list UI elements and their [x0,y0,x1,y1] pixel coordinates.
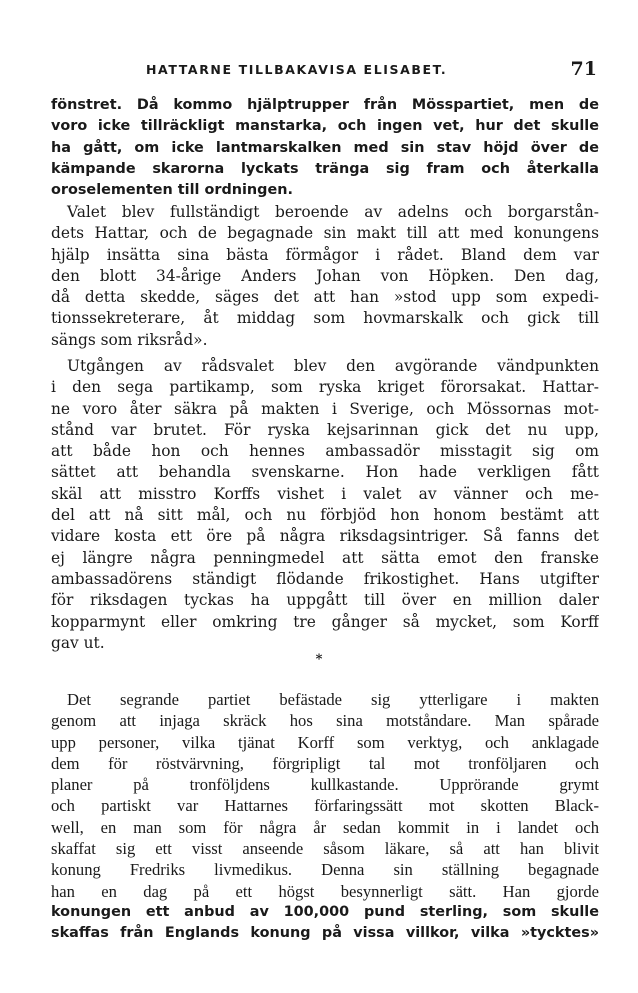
text-line: att både hon och hennes ambassadör misstagit sig om [51,442,599,461]
text-line: oroselementen till ordningen. [51,182,293,199]
text-line: kämpande skarorna lyckats tränga sig fram och återkalla [51,160,599,177]
text-line: skaffas från Englands konung på vissa villkor, vilka »tycktes» [51,925,599,942]
running-head [51,60,599,84]
paragraph-4 [51,689,599,945]
text-line: skaffat sig ett visst anseende såsom läkare, så att han blivit [51,839,599,859]
text-line: dem för röstvärvning, förgripligt tal mot tronföljaren och [51,753,599,773]
paragraph-3 [51,356,599,654]
text-line: ha gått, om icke lantmarskalken med sin stav höjd över de [51,139,599,156]
text-line: han en dag på ett högst besynnerligt sätt. Han gjorde [51,881,599,901]
paragraph-1 [51,95,599,201]
text-line: konung Fredriks livmedikus. Denna sin ställning begagnade [51,860,599,880]
text-line: skäl att misstro Korffs vishet i valet av vänner och me- [51,484,599,503]
text-line: fönstret. Då kommo hjälptrupper från Mösspartiet, men de [51,97,599,113]
text-line: och partiskt var Hattarnes förfaringssätt mot skotten Black- [51,796,599,816]
text-line: konungen ett anbud av 100,000 pund sterling, som skulle [51,903,599,920]
text-line: då detta skedde, säges det att han »stod upp som expedi- [51,288,599,307]
text-line: well, en man som för några år sedan kommit in i landet och [51,817,599,837]
text-line: planer på tronföljdens kullkastande. Upprörande grymt [51,775,599,795]
text-line: för riksdagen tyckas ha uppgått till över en million daler [51,591,599,610]
text-line: ambassadörens ständigt flödande frikostighet. Hans utgifter [51,569,599,588]
text-line: stånd var brutet. För ryska kejsarinnan gick det nu upp, [51,420,599,439]
text-line: tionssekreterare, åt middag som hovmarskalk och gick till [51,309,599,328]
text-line: Det segrande partiet befästade sig ytterligare i makten [67,690,599,709]
text-line: Utgången av rådsvalet blev den avgörande vändpunkten [67,357,599,375]
paragraph-2 [51,202,599,351]
section-separator: * [315,652,323,667]
text-line: i den sega partikamp, som ryska kriget förorsakat. Hattar- [51,378,599,397]
text-line: dets Hattar, och de begagnade sin makt till att med konungens [51,224,599,243]
text-line: sättet att behandla svenskarne. Hon hade verkligen fått [51,463,599,482]
text-line: kopparmynt eller omkring tre gånger så mycket, som Korff [51,612,599,631]
text-line: ne voro åter säkra på makten i Sverige, och Mössornas mot- [51,399,599,418]
text-line: voro icke tillräckligt manstarka, och ingen vet, hur det skulle [51,118,599,135]
text-line: sängs som riksråd». [51,330,208,349]
running-title: HATTARNE TILLBAKAVISA ELISABET. [146,62,448,77]
text-line: hjälp insätta sina bästa förmågor i rådet. Bland dem var [51,245,599,264]
page-number: 71 [570,58,597,80]
text-line: vidare kosta ett öre på några riksdagsintriger. Så fanns det [51,527,599,546]
text-line: del att nå sitt mål, och nu förbjöd hon honom bestämt att [51,506,599,525]
text-line: gav ut. [51,633,105,652]
text-line: genom att injaga skräck hos sina motståndare. Man spårade [51,711,599,731]
text-line: den blott 34-årige Anders Johan von Höpken. Den dag, [51,266,599,285]
text-line: ej längre några penningmedel att sätta emot den franske [51,548,599,567]
text-line: Valet blev fullständigt beroende av adelns och borgarstån- [67,203,599,221]
text-line: upp personer, vilka tjänat Korff som verktyg, och anklagade [51,732,599,752]
